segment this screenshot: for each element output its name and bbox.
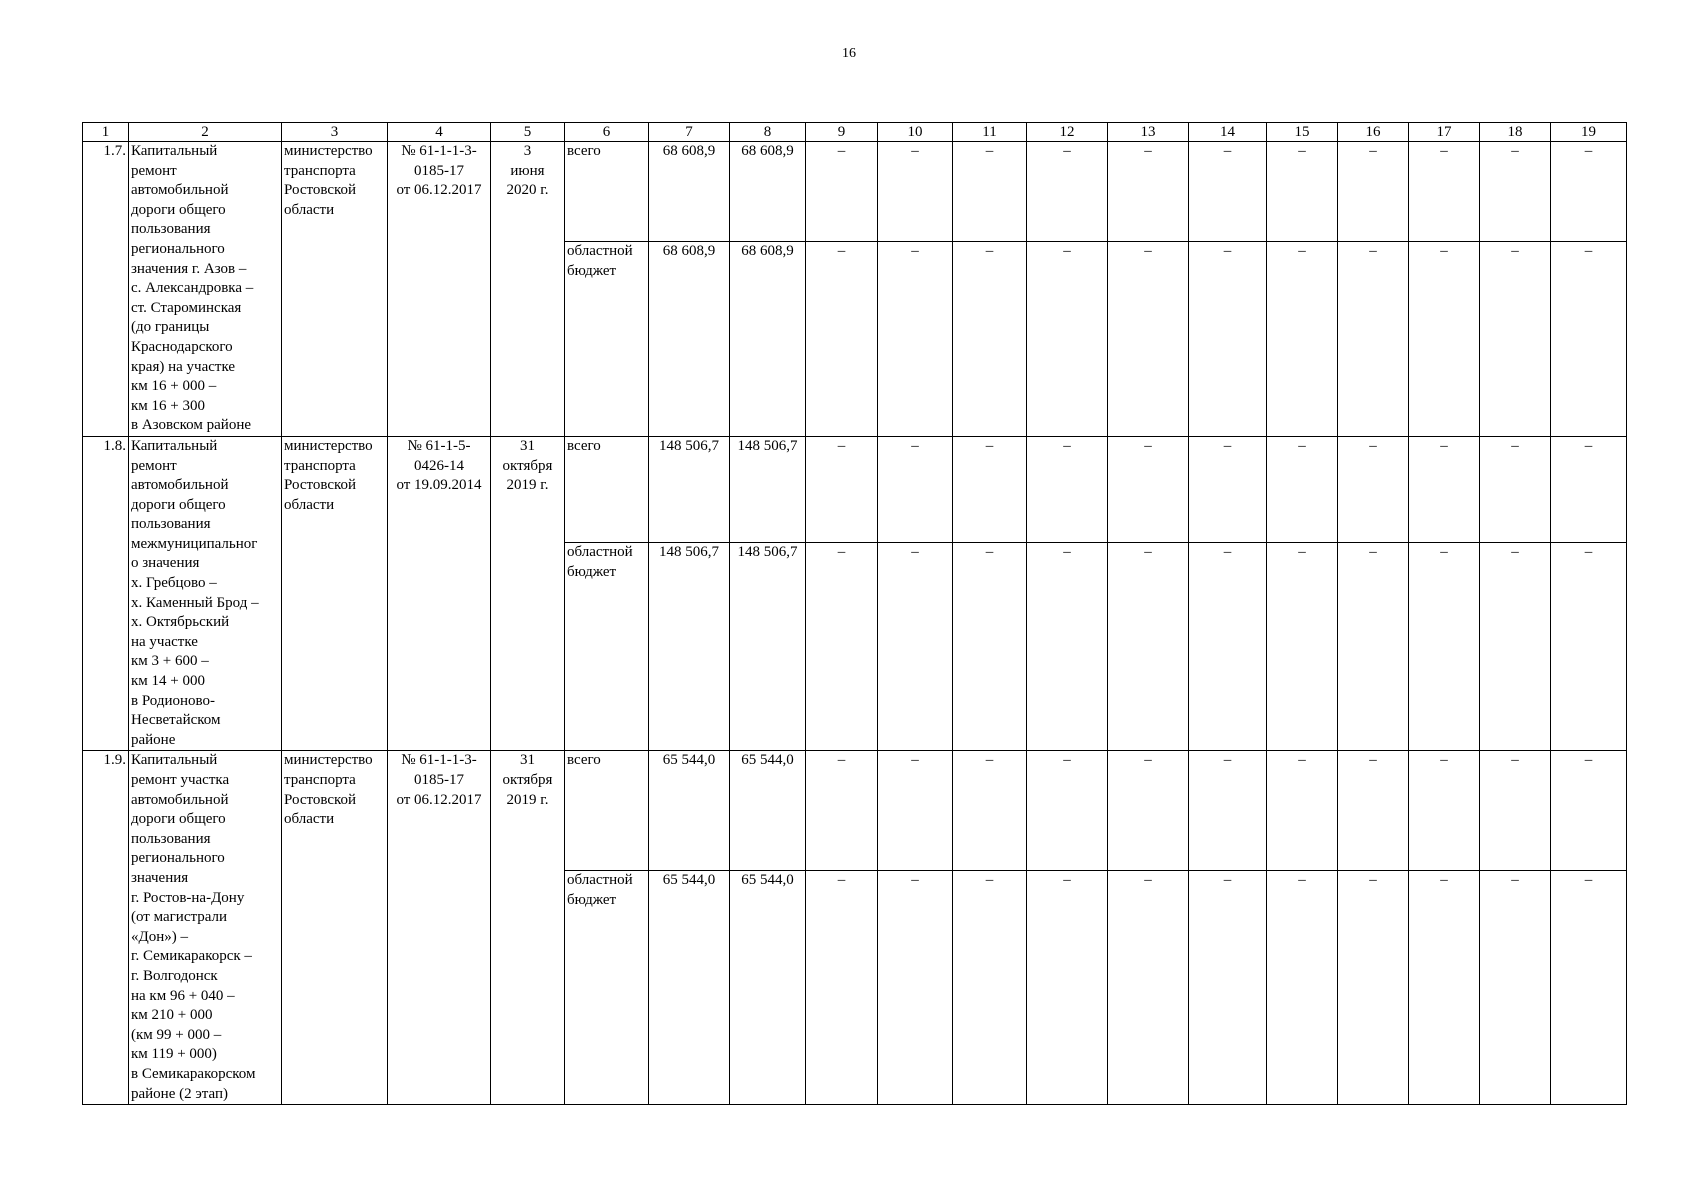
row-number: 1.9.	[83, 751, 129, 1105]
empty-value: –	[1551, 871, 1627, 1105]
empty-value: –	[1409, 543, 1480, 751]
empty-value: –	[1338, 142, 1409, 242]
empty-value: –	[878, 142, 953, 242]
empty-value: –	[953, 436, 1027, 543]
row-number: 1.7.	[83, 142, 129, 437]
empty-value: –	[1108, 241, 1189, 436]
empty-value: –	[1409, 871, 1480, 1105]
empty-value: –	[1267, 142, 1338, 242]
column-number: 11	[953, 123, 1027, 142]
empty-value: –	[1338, 871, 1409, 1105]
empty-value: –	[1480, 241, 1551, 436]
funding-source: всего	[565, 751, 649, 871]
empty-value: –	[878, 751, 953, 871]
empty-value: –	[1480, 543, 1551, 751]
value-col8: 68 608,9	[730, 142, 806, 242]
empty-value: –	[878, 436, 953, 543]
empty-value: –	[1108, 436, 1189, 543]
funding-source: областной бюджет	[565, 543, 649, 751]
expertise-document: № 61-1-1-3- 0185-17 от 06.12.2017	[388, 751, 491, 1105]
investment-table	[82, 122, 1627, 1105]
empty-value: –	[1267, 436, 1338, 543]
empty-value: –	[806, 751, 878, 871]
empty-value: –	[1108, 751, 1189, 871]
column-number: 4	[388, 123, 491, 142]
empty-value: –	[1027, 142, 1108, 242]
column-number: 13	[1108, 123, 1189, 142]
value-col7: 65 544,0	[649, 871, 730, 1105]
funding-source: областной бюджет	[565, 241, 649, 436]
empty-value: –	[1027, 241, 1108, 436]
funding-source: всего	[565, 142, 649, 242]
empty-value: –	[1189, 241, 1267, 436]
customer-org: министерство транспорта Ростовской области	[282, 751, 388, 1105]
empty-value: –	[1189, 436, 1267, 543]
empty-value: –	[1027, 751, 1108, 871]
column-number: 1	[83, 123, 129, 142]
column-number: 8	[730, 123, 806, 142]
customer-org: министерство транспорта Ростовской области	[282, 436, 388, 751]
empty-value: –	[1027, 436, 1108, 543]
empty-value: –	[1267, 241, 1338, 436]
empty-value: –	[806, 436, 878, 543]
empty-value: –	[953, 543, 1027, 751]
empty-value: –	[1338, 241, 1409, 436]
row-number: 1.8.	[83, 436, 129, 751]
column-number: 16	[1338, 123, 1409, 142]
empty-value: –	[806, 142, 878, 242]
empty-value: –	[1409, 142, 1480, 242]
empty-value: –	[1551, 142, 1627, 242]
value-col7: 68 608,9	[649, 142, 730, 242]
column-number: 19	[1551, 123, 1627, 142]
value-col8: 68 608,9	[730, 241, 806, 436]
empty-value: –	[878, 871, 953, 1105]
empty-value: –	[1409, 436, 1480, 543]
customer-org: министерство транспорта Ростовской области	[282, 142, 388, 437]
empty-value: –	[1338, 543, 1409, 751]
column-number: 5	[491, 123, 565, 142]
empty-value: –	[1267, 543, 1338, 751]
value-col7: 148 506,7	[649, 436, 730, 543]
column-number-row	[83, 123, 1627, 142]
empty-value: –	[1189, 871, 1267, 1105]
empty-value: –	[1409, 751, 1480, 871]
value-col7: 65 544,0	[649, 751, 730, 871]
funding-source: всего	[565, 436, 649, 543]
empty-value: –	[1027, 543, 1108, 751]
value-col8: 148 506,7	[730, 436, 806, 543]
empty-value: –	[1551, 436, 1627, 543]
empty-value: –	[953, 871, 1027, 1105]
column-number: 10	[878, 123, 953, 142]
completion-date: 31 октября 2019 г.	[491, 436, 565, 751]
empty-value: –	[1267, 871, 1338, 1105]
column-number: 17	[1409, 123, 1480, 142]
empty-value: –	[953, 241, 1027, 436]
completion-date: 3 июня 2020 г.	[491, 142, 565, 437]
empty-value: –	[1108, 871, 1189, 1105]
empty-value: –	[806, 543, 878, 751]
completion-date: 31 октября 2019 г.	[491, 751, 565, 1105]
empty-value: –	[1267, 751, 1338, 871]
empty-value: –	[1480, 142, 1551, 242]
column-number: 6	[565, 123, 649, 142]
empty-value: –	[1189, 142, 1267, 242]
column-number: 3	[282, 123, 388, 142]
empty-value: –	[1480, 751, 1551, 871]
table-row-total	[83, 751, 1627, 871]
value-col7: 68 608,9	[649, 241, 730, 436]
table-row-total	[83, 142, 1627, 242]
empty-value: –	[806, 241, 878, 436]
column-number: 12	[1027, 123, 1108, 142]
column-number: 14	[1189, 123, 1267, 142]
empty-value: –	[1409, 241, 1480, 436]
column-number: 18	[1480, 123, 1551, 142]
expertise-document: № 61-1-1-3- 0185-17 от 06.12.2017	[388, 142, 491, 437]
column-number: 9	[806, 123, 878, 142]
empty-value: –	[1189, 751, 1267, 871]
value-col8: 148 506,7	[730, 543, 806, 751]
table-row-total	[83, 436, 1627, 543]
empty-value: –	[1480, 871, 1551, 1105]
funding-source: областной бюджет	[565, 871, 649, 1105]
value-col8: 65 544,0	[730, 751, 806, 871]
empty-value: –	[1027, 871, 1108, 1105]
empty-value: –	[1551, 241, 1627, 436]
empty-value: –	[806, 871, 878, 1105]
value-col8: 65 544,0	[730, 871, 806, 1105]
empty-value: –	[1480, 436, 1551, 543]
column-number: 15	[1267, 123, 1338, 142]
object-name: Капитальный ремонт автомобильной дороги общего пользования регионального значения г. Азов – с. Александровка – ст. Староминская (до границы Краснодарского края) на участке км 16 + 000 – км 16 + 300 в Азовском районе	[129, 142, 282, 437]
empty-value: –	[1108, 543, 1189, 751]
empty-value: –	[878, 543, 953, 751]
empty-value: –	[1108, 142, 1189, 242]
empty-value: –	[1551, 543, 1627, 751]
column-number: 2	[129, 123, 282, 142]
value-col7: 148 506,7	[649, 543, 730, 751]
empty-value: –	[1551, 751, 1627, 871]
object-name: Капитальный ремонт участка автомобильной дороги общего пользования регионального значения г. Ростов-на-Дону (от магистрали «Дон») – г. Семикаракорск – г. Волгодонск на км 96 + 040 – км 210 + 000 (км 99 + 000 – км 119 + 000) в Семикаракорском районе (2 этап)	[129, 751, 282, 1105]
expertise-document: № 61-1-5- 0426-14 от 19.09.2014	[388, 436, 491, 751]
empty-value: –	[953, 751, 1027, 871]
empty-value: –	[1338, 751, 1409, 871]
empty-value: –	[878, 241, 953, 436]
page-number: 16	[842, 46, 856, 61]
empty-value: –	[953, 142, 1027, 242]
empty-value: –	[1189, 543, 1267, 751]
empty-value: –	[1338, 436, 1409, 543]
object-name: Капитальный ремонт автомобильной дороги общего пользования межмуниципальног о значения х. Гребцово – х. Каменный Брод – х. Октябрьский на участке км 3 + 600 – км 14 + 000 в Родионово- Несветайском районе	[129, 436, 282, 751]
column-number: 7	[649, 123, 730, 142]
